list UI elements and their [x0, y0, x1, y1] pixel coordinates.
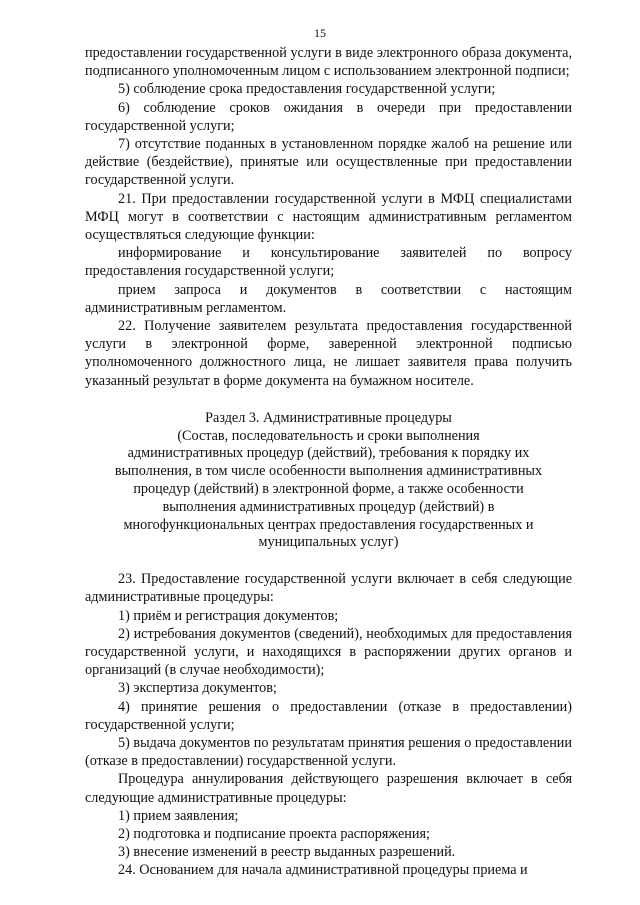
section-heading: [85, 410, 572, 552]
procedure-item-1: 1) приём и регистрация документов;: [118, 607, 339, 624]
section-subtitle-line: выполнения, в том числе особенности выполнения административных: [114, 463, 543, 480]
annulment-item-3: 3) внесение изменений в реестр выданных разрешений.: [118, 844, 456, 861]
procedure-item-4: 4) принятие решения о предоставлении (отказе в предоставлении) государственной услуги;: [85, 698, 572, 733]
procedure-item-3: 3) экспертиза документов;: [118, 680, 277, 697]
section-subtitle-line: муниципальных услуг): [258, 534, 399, 551]
paragraph-21: 21. При предоставлении государственной услуги в МФЦ специалистами МФЦ могут в соответствии с настоящим административным регламентом осуществляться следующие функции:: [85, 190, 572, 244]
annulment-item-1: 1) прием заявления;: [118, 807, 239, 824]
procedure-item-2: 2) истребования документов (сведений), необходимых для предоставления государственной услуги, и находящихся в распоряжении других органов и организаций (в случае необходимости);: [85, 625, 572, 679]
procedure-item-5: 5) выдача документов по результатам принятия решения о предоставлении (отказе в предоставлении) государственной услуги.: [85, 735, 572, 770]
section-subtitle-line: административных процедур (действий), требования к порядку их: [127, 445, 530, 462]
paragraph-item-7: 7) отсутствие поданных в установленном порядке жалоб на решение или действие (бездействие), принятые или осуществленные при предоставлении государственной услуги.: [85, 136, 572, 189]
section-subtitle-line: (Состав, последовательность и сроки выполнения: [177, 427, 480, 444]
paragraph-continuation: предоставлении государственной услуги в виде электронного образа документа, подписанного уполномоченным лицом с использованием электронной подписи;: [85, 45, 572, 80]
annulment-procedure-intro: Процедура аннулирования действующего разрешения включает в себя следующие административные процедуры:: [85, 771, 572, 806]
paragraph-22: 22. Получение заявителем результата предоставления государственной услуги в электронной форме, заверенной электронной подписью уполномоченного должностного лица, не лишает заявителя права получить указанный результат в форме документа на бумажном носителе.: [85, 318, 572, 389]
paragraph-21-function-1: информирование и консультирование заявителей по вопросу предоставления государственной услуги;: [85, 245, 572, 280]
document-body: [85, 44, 572, 880]
annulment-item-2: 2) подготовка и подписание проекта распоряжения;: [118, 826, 430, 843]
paragraph-item-5: 5) соблюдение срока предоставления государственной услуги;: [118, 81, 496, 98]
paragraph-24: 24. Основанием для начала административной процедуры приема и: [118, 862, 528, 879]
paragraph-item-6: 6) соблюдение сроков ожидания в очереди при предоставлении государственной услуги;: [85, 99, 572, 134]
paragraph-23: 23. Предоставление государственной услуги включает в себя следующие административные процедуры:: [85, 571, 572, 606]
page-number: 15: [314, 26, 326, 40]
paragraph-21-function-2: прием запроса и документов в соответствии с настоящим административным регламентом.: [85, 281, 572, 316]
section-subtitle-line: многофункциональных центрах предоставления государственных и: [123, 516, 534, 533]
section-subtitle-line: процедур (действий) в электронной форме, а также особенности: [133, 481, 524, 498]
section-title: Раздел 3. Административные процедуры: [205, 409, 452, 426]
section-subtitle-line: выполнения административных процедур (действий) в: [162, 498, 495, 515]
